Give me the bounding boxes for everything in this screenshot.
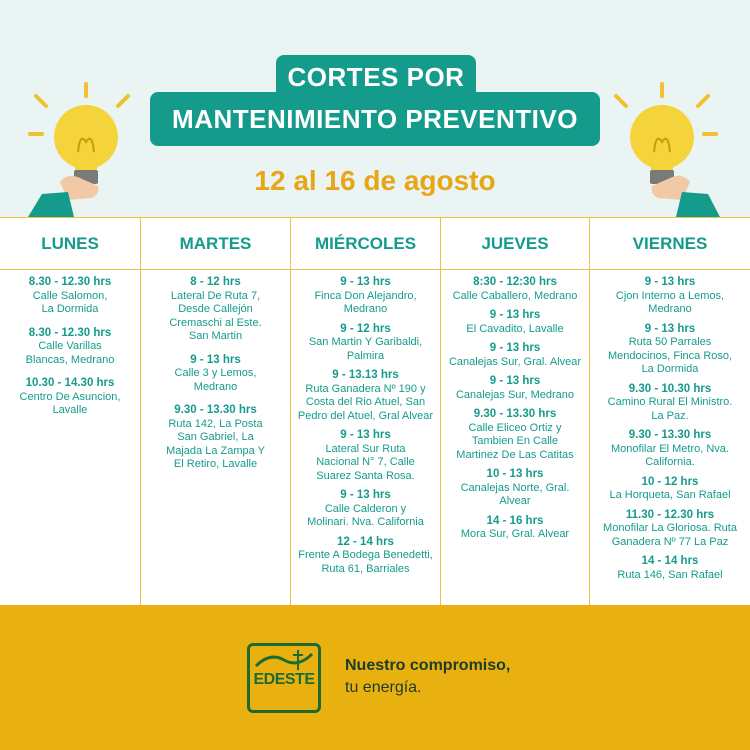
entry-time: 14 - 14 hrs <box>641 555 699 567</box>
schedule-entry <box>590 429 750 470</box>
entry-time: 9 - 13 hrs <box>644 276 696 288</box>
schedule-entry <box>291 536 440 577</box>
entry-location: Ruta 50 Parrales Mendocinos, Finca Roso, La Dormida <box>607 336 733 375</box>
schedule-entry <box>590 323 750 377</box>
entry-time: 8.30 - 12.30 hrs <box>28 276 112 288</box>
entry-location: Calle Eliceo Ortiz y Tambien En Calle Martinez De Las Catitas <box>456 421 574 461</box>
entry-location: Ruta 142, La Posta San Gabriel, La Majada La Zampa Y El Retiro, Lavalle <box>166 417 265 470</box>
logo-waves-icon <box>250 648 318 672</box>
entry-location: Monofilar La Gloriosa. Ruta Ganadera Nº 77 La Paz <box>603 522 737 548</box>
schedule-entry <box>141 354 290 395</box>
entry-time: 9 - 13 hrs <box>489 375 541 387</box>
title-line-2: MANTENIMIENTO PREVENTIVO <box>172 104 578 134</box>
entry-time: 9 - 13 hrs <box>190 353 241 366</box>
entry-time: 9 - 13 hrs <box>340 276 391 288</box>
schedule-entry <box>141 404 290 472</box>
schedule-entry <box>141 276 290 344</box>
entry-location: Lateral Sur Ruta Nacional N° 7, Calle Suarez Santa Rosa. <box>316 442 415 482</box>
day-column-viernes <box>590 218 750 606</box>
entry-location: Monofilar El Metro, Nva. California. <box>611 442 729 468</box>
day-header: MIÉRCOLES <box>291 218 440 270</box>
entries-list <box>0 270 140 418</box>
schedule-table <box>0 217 750 605</box>
day-column-martes <box>141 218 291 606</box>
schedule-entry <box>291 369 440 423</box>
entry-time: 10 - 12 hrs <box>641 475 699 488</box>
entry-location: Calle Salomon, La Dormida <box>32 289 108 315</box>
slogan-line-2: tu energía. <box>345 679 422 696</box>
schedule-entry <box>441 408 589 462</box>
entry-time: 9.30 - 13.30 hrs <box>628 429 712 441</box>
slogan <box>345 655 510 699</box>
schedule-entry <box>441 342 589 369</box>
entry-time: 10.30 - 14.30 hrs <box>25 377 115 389</box>
day-header: JUEVES <box>441 218 589 270</box>
entry-time: 9.30 - 13.30 hrs <box>473 408 557 420</box>
logo-text: EDESTE <box>253 671 315 688</box>
schedule-entry <box>590 476 750 503</box>
entry-location: Calle Calderon y Molinari. Nva. California <box>307 502 424 528</box>
entry-location: Calle Varillas Blancas, Medrano <box>25 340 115 366</box>
entry-time: 9 - 13 hrs <box>489 309 541 321</box>
schedule-entry <box>441 276 589 303</box>
entry-location: Calle Caballero, Medrano <box>452 289 578 302</box>
schedule-entry <box>291 276 440 317</box>
entry-location: Cjon Interno a Lemos, Medrano <box>615 289 725 315</box>
schedule-entry <box>0 377 140 418</box>
entry-time: 8 - 12 hrs <box>190 276 241 288</box>
entry-time: 9 - 13 hrs <box>340 429 391 441</box>
schedule-entry <box>590 276 750 317</box>
entry-location: Canalejas Norte, Gral. Alvear <box>460 481 570 507</box>
entry-location: Lateral De Ruta 7, Desde Callejón Cremaschi al Este. San Martin <box>169 289 262 342</box>
entry-time: 9 - 13 hrs <box>489 342 541 354</box>
entry-location: Frente A Bodega Benedetti, Ruta 61, Barriales <box>298 549 433 575</box>
entry-location: Ruta Ganadera Nº 190 y Costa del Rio Atuel, San Pedro del Atuel, Gral Alvear <box>297 382 434 422</box>
schedule-entry <box>590 383 750 424</box>
entries-list <box>291 270 440 576</box>
entry-location: La Horqueta, San Rafael <box>609 489 731 501</box>
entry-time: 9.30 - 13.30 hrs <box>174 404 257 416</box>
entry-location: Mora Sur, Gral. Alvear <box>460 528 570 540</box>
entry-location: Camino Rural El Ministro. La Paz. <box>607 396 733 422</box>
schedule-entry <box>590 509 750 550</box>
entry-time: 9 - 13 hrs <box>340 489 391 501</box>
schedule-entry <box>441 309 589 336</box>
schedule-entry <box>441 375 589 402</box>
day-column-lunes <box>0 218 141 606</box>
schedule-entry <box>0 276 140 317</box>
slogan-line-1: Nuestro compromiso, <box>345 657 511 674</box>
date-range: 12 al 16 de agosto <box>254 165 496 196</box>
entry-time: 9.30 - 10.30 hrs <box>628 382 712 395</box>
entries-list <box>590 270 750 582</box>
entry-time: 9 - 13.13 hrs <box>332 369 399 381</box>
entry-location: San Martin Y Garibaldi, Palmira <box>308 336 423 362</box>
day-header: VIERNES <box>590 218 750 270</box>
entry-location: Canalejas Sur, Medrano <box>455 388 574 401</box>
schedule-entry <box>441 468 589 509</box>
day-column-jueves <box>441 218 590 606</box>
day-column-miercoles <box>291 218 441 606</box>
entry-time: 8:30 - 12:30 hrs <box>473 276 557 288</box>
schedule-entry <box>441 515 589 542</box>
entries-list <box>441 270 589 542</box>
entry-time: 11.30 - 12.30 hrs <box>625 508 715 521</box>
entry-location: Calle 3 y Lemos, Medrano <box>174 367 257 393</box>
schedule-entry <box>291 323 440 364</box>
schedule-entry <box>291 429 440 483</box>
entry-location: Centro De Asuncion, Lavalle <box>19 390 121 416</box>
entry-location: Ruta 146, San Rafael <box>617 568 723 581</box>
entry-time: 12 - 14 hrs <box>337 535 394 548</box>
schedule-entry <box>291 489 440 530</box>
entry-time: 9 - 12 hrs <box>340 322 391 335</box>
entry-time: 9 - 13 hrs <box>644 322 696 335</box>
entries-list <box>141 270 290 472</box>
schedule-entry <box>590 555 750 582</box>
schedule-entry <box>0 327 140 368</box>
entry-location: Finca Don Alejandro, Medrano <box>314 289 417 315</box>
day-header: MARTES <box>141 218 290 270</box>
entry-location: El Cavadito, Lavalle <box>466 322 564 335</box>
entry-time: 14 - 16 hrs <box>486 514 544 527</box>
entry-time: 10 - 13 hrs <box>486 468 544 480</box>
entry-time: 8.30 - 12.30 hrs <box>28 326 112 339</box>
entry-location: Canalejas Sur, Gral. Alvear <box>448 355 582 368</box>
day-header: LUNES <box>0 218 140 270</box>
title-line-1: CORTES POR <box>287 62 465 92</box>
